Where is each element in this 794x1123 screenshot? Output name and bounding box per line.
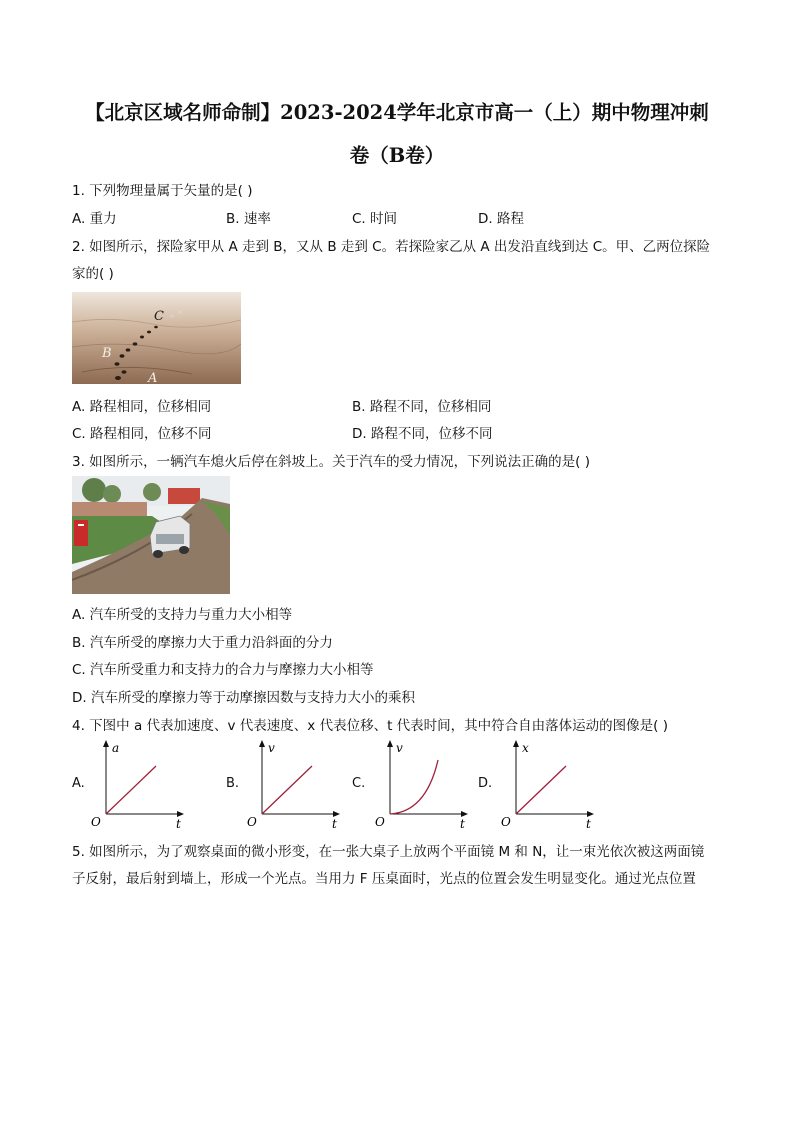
q4-graph-a-yaxis: a <box>112 741 120 755</box>
q4-graph-a <box>88 738 188 830</box>
q4-graph-a-origin: O <box>91 815 101 829</box>
q4-graph-d-xaxis: t <box>586 817 591 830</box>
page-title-line1: 【北京区域名师命制】2023-2024学年北京市高一（上）期中物理冲刺 <box>85 101 709 124</box>
q4-graph-a-xaxis: t <box>176 817 181 830</box>
q2-stem-line1: 2. 如图所示，探险家甲从 A 走到 B，又从 B 走到 C。若探险家乙从 A 出发沿直线到达 C。甲、乙两位探险 <box>72 239 711 255</box>
figure-label-c: C <box>154 309 164 324</box>
q4-stem: 4. 下图中 a 代表加速度、v 代表速度、x 代表位移、t 代表时间，其中符合自由落体运动的图像是( ) <box>72 718 668 734</box>
q3-option-b: B. 汽车所受的摩擦力大于重力沿斜面的分力 <box>72 635 333 651</box>
figure-label-b: B <box>102 346 112 361</box>
q2-option-d: D. 路程不同，位移不同 <box>352 426 493 442</box>
q4-option-c-label: C. <box>352 776 366 791</box>
q4-graph-b-xaxis: t <box>332 817 337 830</box>
q4-graph-d-yaxis: x <box>522 741 529 755</box>
q5-stem-line2: 子反射，最后射到墙上，形成一个光点。当用力 F 压桌面时，光点的位置会发生明显变化。通过光点位置 <box>72 871 696 887</box>
q3-stem: 3. 如图所示，一辆汽车熄火后停在斜坡上。关于汽车的受力情况，下列说法正确的是( ) <box>72 454 590 470</box>
figure-label-a: A <box>148 371 158 384</box>
q4-graph-c-yaxis: v <box>396 741 403 755</box>
car-on-slope-figure <box>72 476 230 594</box>
q4-graph-d-origin: O <box>501 815 511 829</box>
q4-option-a-label: A. <box>72 776 85 791</box>
q4-graph-c <box>372 738 472 830</box>
q1-option-a: A. 重力 <box>72 211 117 227</box>
q4-graph-c-xaxis: t <box>460 817 465 830</box>
q4-graph-b-yaxis: v <box>268 741 275 755</box>
q1-option-c: C. 时间 <box>352 211 398 227</box>
q4-graph-b-origin: O <box>247 815 257 829</box>
q2-stem-line2: 家的( ) <box>72 266 114 282</box>
q4-graph-d <box>498 738 598 830</box>
q1-stem: 1. 下列物理量属于矢量的是( ) <box>72 183 253 199</box>
q2-option-b: B. 路程不同，位移相同 <box>352 399 492 415</box>
q3-option-d: D. 汽车所受的摩擦力等于动摩擦因数与支持力大小的乘积 <box>72 690 415 706</box>
q4-option-d-label: D. <box>478 776 493 791</box>
desert-footprints-figure <box>72 292 241 384</box>
q4-graph-b <box>244 738 344 830</box>
page-title-line2: 卷（B卷） <box>349 144 445 167</box>
q3-option-a: A. 汽车所受的支持力与重力大小相等 <box>72 607 293 623</box>
q3-option-c: C. 汽车所受重力和支持力的合力与摩擦力大小相等 <box>72 662 374 678</box>
q1-option-b: B. 速率 <box>226 211 271 227</box>
q4-graph-c-origin: O <box>375 815 385 829</box>
q5-stem-line1: 5. 如图所示，为了观察桌面的微小形变，在一张大桌子上放两个平面镜 M 和 N，让一束光依次被这两面镜 <box>72 844 705 860</box>
q1-option-d: D. 路程 <box>478 211 524 227</box>
q2-option-c: C. 路程相同，位移不同 <box>72 426 212 442</box>
q2-option-a: A. 路程相同，位移相同 <box>72 399 212 415</box>
q4-option-b-label: B. <box>226 776 240 791</box>
